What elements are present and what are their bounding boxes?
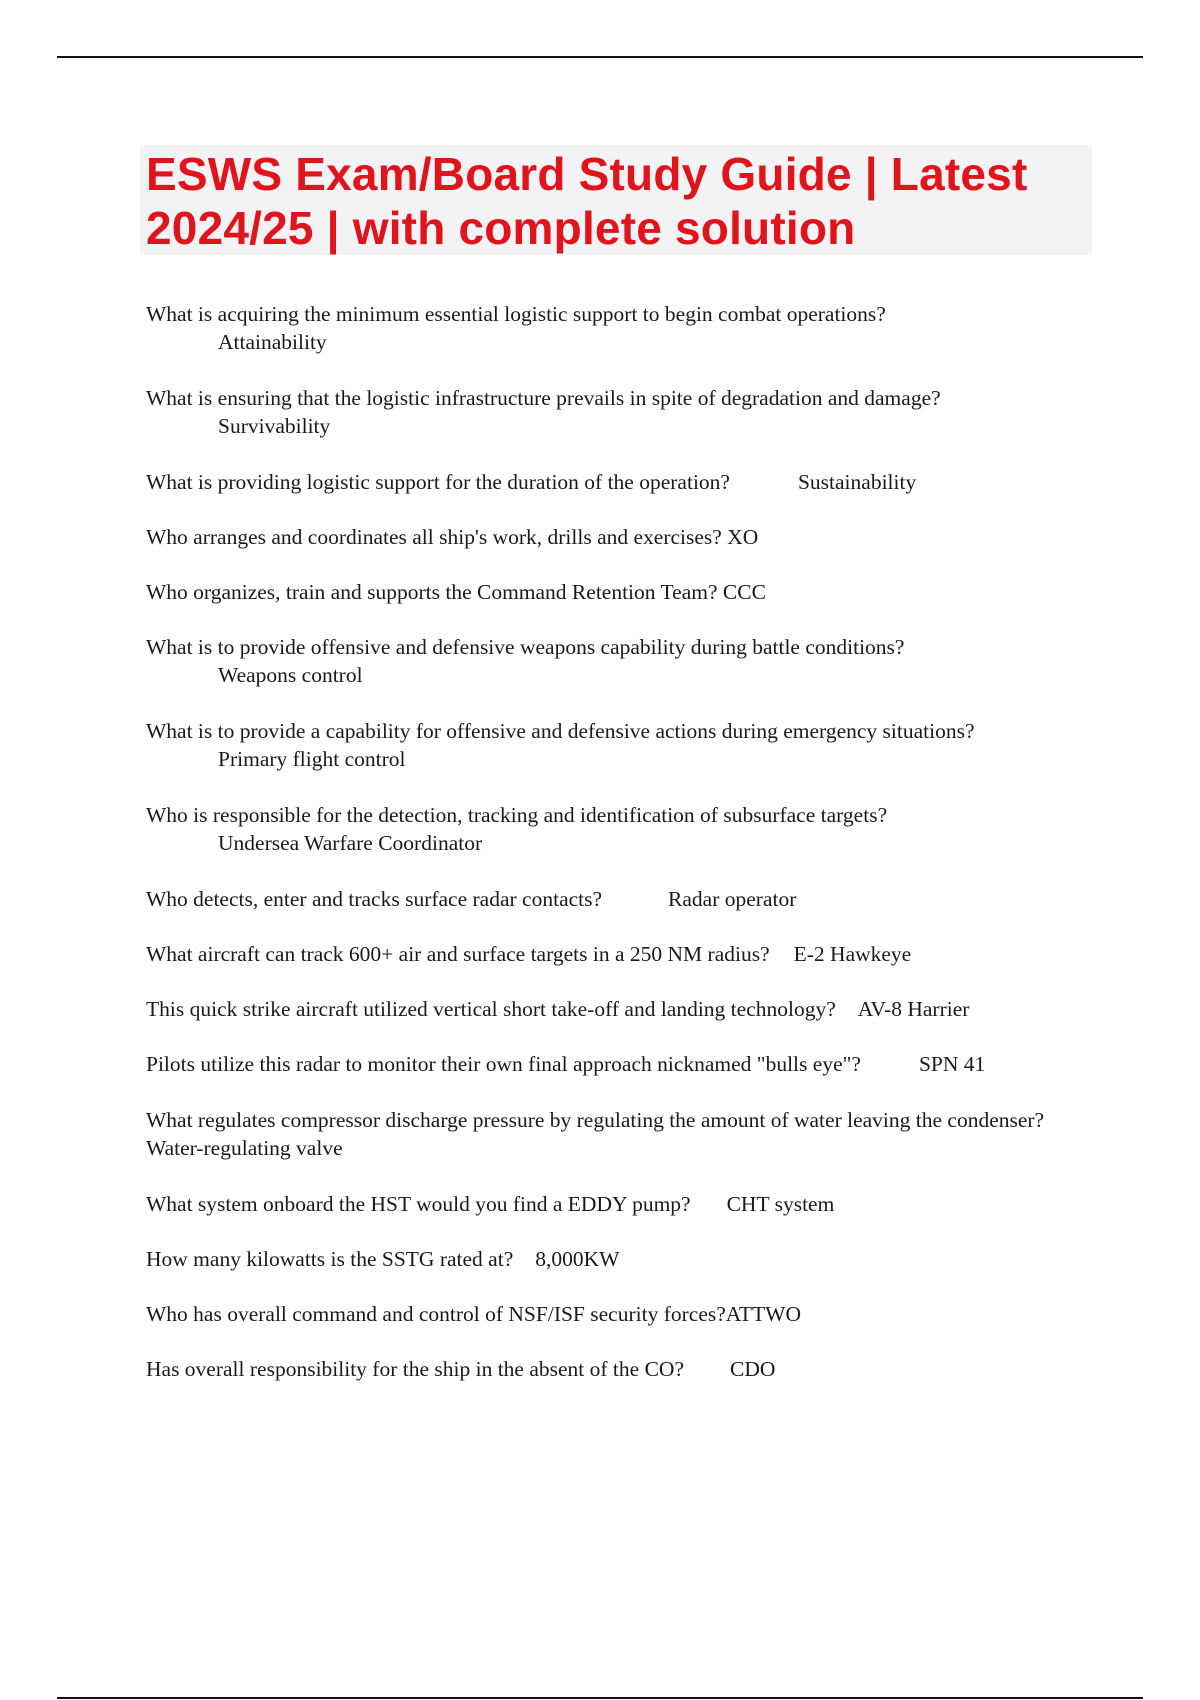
qa-item <box>146 523 1086 551</box>
qa-item <box>146 384 1086 440</box>
answer-text: Attainability <box>218 330 327 354</box>
question-text: This quick strike aircraft utilized vertical short take-off and landing technology? <box>146 997 836 1021</box>
qa-item <box>146 300 1086 356</box>
question-text: What system onboard the HST would you find a EDDY pump? <box>146 1192 691 1216</box>
answer-text: XO <box>727 525 759 549</box>
answer-text: Survivability <box>218 414 331 438</box>
question-text: What regulates compressor discharge pressure by regulating the amount of water leaving the condenser? <box>146 1108 1045 1132</box>
qa-item <box>146 1355 1086 1383</box>
question-answer-list <box>146 300 1086 1410</box>
qa-item <box>146 1190 1086 1218</box>
question-text: Pilots utilize this radar to monitor their own final approach nicknamed "bulls eye"? <box>146 1052 861 1076</box>
question-text: How many kilowatts is the SSTG rated at? <box>146 1247 514 1271</box>
question-text: What is acquiring the minimum essential logistic support to begin combat operations? <box>146 302 886 326</box>
title-banner <box>140 145 1092 255</box>
qa-item <box>146 801 1086 857</box>
answer-text: AV-8 Harrier <box>857 997 970 1021</box>
document-title: ESWS Exam/Board Study Guide | Latest 2024/25 | with complete solution <box>146 148 1028 254</box>
qa-item <box>146 940 1086 968</box>
answer-text: Weapons control <box>218 663 363 687</box>
question-text: Who detects, enter and tracks surface radar contacts? <box>146 887 603 911</box>
answer-text: 8,000KW <box>535 1247 620 1271</box>
answer-text: CCC <box>722 580 766 604</box>
question-text: Who has overall command and control of NSF/ISF security forces? <box>146 1302 726 1326</box>
answer-text: CDO <box>729 1357 776 1381</box>
qa-item <box>146 1050 1086 1078</box>
question-text: What is providing logistic support for the duration of the operation? <box>146 470 730 494</box>
answer-text: Primary flight control <box>218 747 406 771</box>
qa-item <box>146 1106 1086 1162</box>
header-rule <box>57 56 1143 58</box>
qa-item <box>146 995 1086 1023</box>
qa-item <box>146 633 1086 689</box>
answer-text: Radar operator <box>668 887 797 911</box>
answer-text: SPN 41 <box>918 1052 986 1076</box>
answer-text: Undersea Warfare Coordinator <box>218 831 483 855</box>
question-text: What is to provide a capability for offensive and defensive actions during emergency situations? <box>146 719 975 743</box>
question-text: Who is responsible for the detection, tracking and identification of subsurface targets? <box>146 803 888 827</box>
footer-rule <box>57 1697 1143 1699</box>
answer-text: CHT system <box>726 1192 835 1216</box>
qa-item <box>146 1300 1086 1328</box>
question-text: What is ensuring that the logistic infrastructure prevails in spite of degradation and damage? <box>146 386 941 410</box>
qa-item <box>146 1245 1086 1273</box>
qa-item <box>146 468 1086 496</box>
answer-text: E-2 Hawkeye <box>793 942 912 966</box>
qa-item <box>146 578 1086 606</box>
qa-item <box>146 885 1086 913</box>
answer-text: ATTWO <box>725 1302 801 1326</box>
question-text: Who arranges and coordinates all ship's work, drills and exercises? <box>146 525 722 549</box>
answer-text: Water-regulating valve <box>146 1136 343 1160</box>
question-text: What is to provide offensive and defensive weapons capability during battle conditions? <box>146 635 905 659</box>
question-text: What aircraft can track 600+ air and surface targets in a 250 NM radius? <box>146 942 770 966</box>
qa-item <box>146 717 1086 773</box>
answer-text: Sustainability <box>797 470 917 494</box>
question-text: Has overall responsibility for the ship in the absent of the CO? <box>146 1357 684 1381</box>
question-text: Who organizes, train and supports the Command Retention Team? <box>146 580 718 604</box>
